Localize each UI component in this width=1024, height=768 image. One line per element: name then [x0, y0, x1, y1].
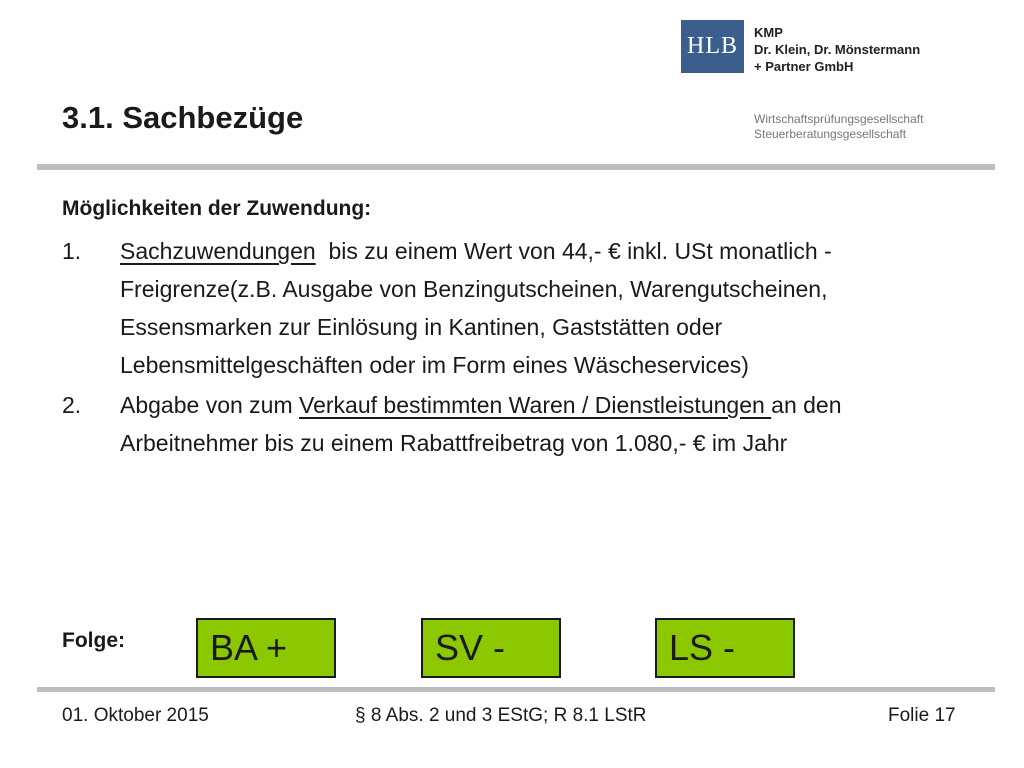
- content-heading: Möglichkeiten der Zuwendung:: [62, 197, 372, 220]
- list-text: [120, 386, 970, 462]
- footer-divider: [37, 687, 995, 692]
- list-item: [62, 232, 982, 384]
- folge-label: Folge:: [62, 629, 125, 652]
- subtitle-line: Wirtschaftsprüfungsgesellschaft: [754, 112, 924, 126]
- list-number: 2.: [62, 392, 82, 418]
- item-text: an den Arbeitnehmer bis zu einem Rabattfreibetrag von 1.080,- € im Jahr: [120, 392, 842, 456]
- slide-title: 3.1. Sachbezüge: [62, 100, 304, 135]
- effect-box-ba: BA +: [196, 618, 336, 678]
- company-line: + Partner GmbH: [754, 59, 854, 74]
- underlined-term: Verkauf bestimmten Waren / Dienstleistungen: [299, 392, 772, 418]
- list-text: [120, 232, 970, 384]
- company-line: KMP: [754, 25, 783, 40]
- slide-content: [62, 190, 982, 462]
- effect-box-ls: LS -: [655, 618, 795, 678]
- footer-reference: § 8 Abs. 2 und 3 EStG; R 8.1 LStR: [355, 705, 647, 726]
- hlb-logo: HLB: [681, 20, 744, 73]
- list-number: 1.: [62, 238, 82, 264]
- footer-date: 01. Oktober 2015: [62, 705, 209, 726]
- effect-box-sv: SV -: [421, 618, 561, 678]
- slide-number: Folie 17: [888, 705, 956, 726]
- header-divider: [37, 164, 995, 170]
- item-text: bis zu einem Wert von 44,- € inkl. USt monatlich - Freigrenze(z.B. Ausgabe von Benzingutscheinen, Warengutscheinen, Essensmarken zur Einlösung in Kantinen, Gaststätten oder Lebensmittelgeschäften oder im Form eines Wäscheservices): [120, 238, 839, 378]
- company-line: Dr. Klein, Dr. Mönstermann: [754, 42, 921, 57]
- list-item: [62, 386, 982, 462]
- company-name: [754, 24, 920, 75]
- underlined-term: Sachzuwendungen: [120, 238, 316, 264]
- subtitle-line: Steuerberatungsgesellschaft: [754, 127, 907, 141]
- company-subtitle: [754, 112, 923, 142]
- item-text: Abgabe von zum: [120, 392, 300, 418]
